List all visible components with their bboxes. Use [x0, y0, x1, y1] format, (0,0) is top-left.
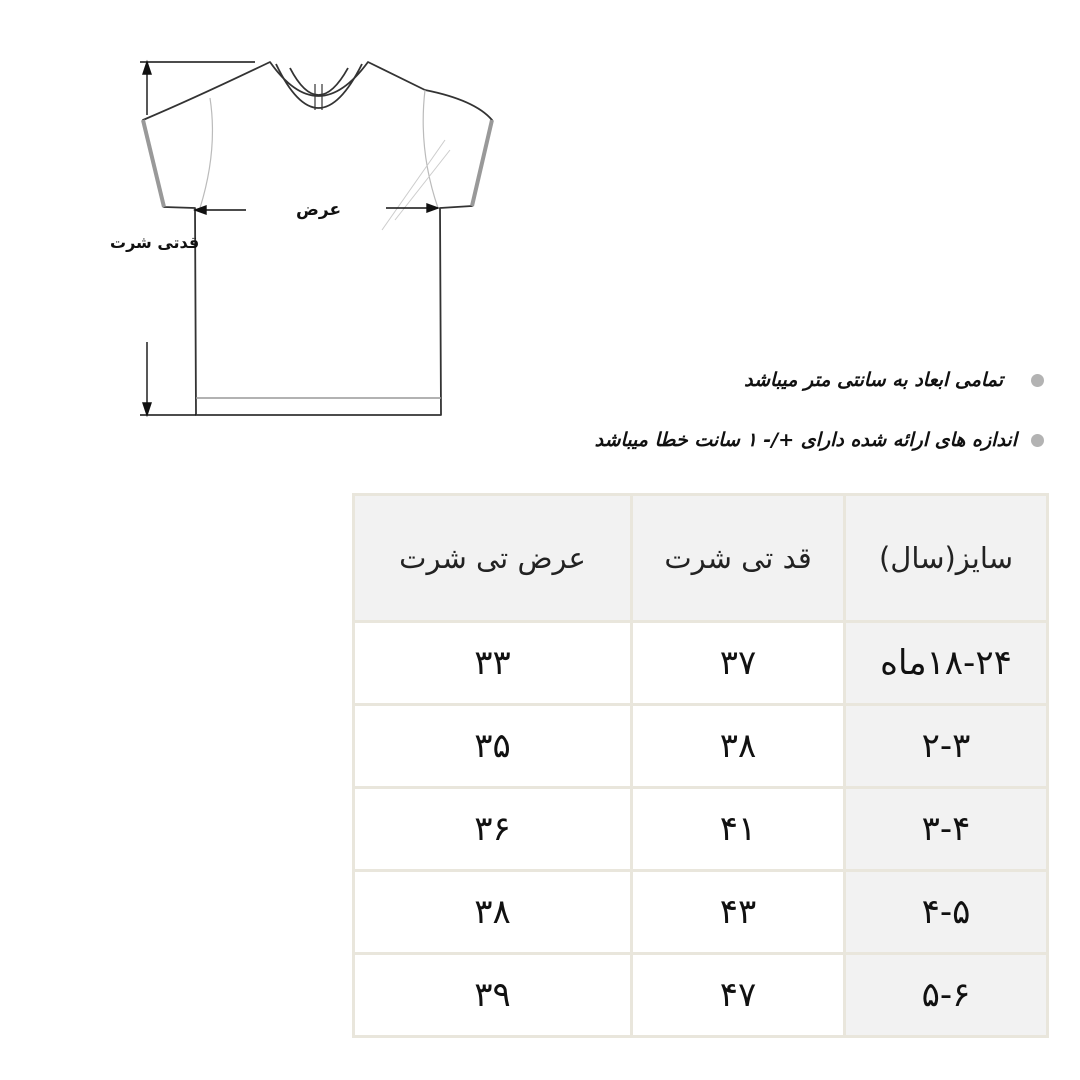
width-cell: ۳۸ [354, 871, 632, 954]
width-cell: ۳۶ [354, 788, 632, 871]
bullet-icon [1031, 374, 1044, 387]
length-cell: ۴۱ [632, 788, 845, 871]
length-cell: ۴۷ [632, 954, 845, 1037]
size-cell: ۲-۳ [845, 705, 1048, 788]
table-header-row [354, 495, 1048, 622]
length-cell: ۳۷ [632, 622, 845, 705]
table-row [354, 788, 1048, 871]
size-cell: ۴-۵ [845, 871, 1048, 954]
size-cell: ۳-۴ [845, 788, 1048, 871]
note-item [595, 362, 1044, 398]
tshirt-diagram [100, 50, 520, 430]
table-row [354, 871, 1048, 954]
width-label: عرض [296, 200, 342, 220]
table-row [354, 954, 1048, 1037]
width-cell: ۳۳ [354, 622, 632, 705]
notes-list [595, 362, 1044, 482]
length-label: قدتی شرت [110, 233, 200, 252]
header-length: قد تی شرت [632, 495, 845, 622]
note-item [595, 422, 1044, 458]
width-cell: ۳۵ [354, 705, 632, 788]
table-row [354, 622, 1048, 705]
size-cell: ۱۸-۲۴ماه [845, 622, 1048, 705]
length-cell: ۳۸ [632, 705, 845, 788]
width-cell: ۳۹ [354, 954, 632, 1037]
bullet-icon [1031, 434, 1044, 447]
note-text: تمامی ابعاد به سانتی متر میباشد [744, 369, 1003, 391]
table-row [354, 705, 1048, 788]
header-size: سایز(سال) [845, 495, 1048, 622]
note-text: اندازه های ارائه شده دارای +/- ۱ سانت خطا میباشد [594, 429, 1017, 451]
size-cell: ۵-۶ [845, 954, 1048, 1037]
header-width: عرض تی شرت [354, 495, 632, 622]
size-table [352, 493, 1049, 1038]
length-cell: ۴۳ [632, 871, 845, 954]
